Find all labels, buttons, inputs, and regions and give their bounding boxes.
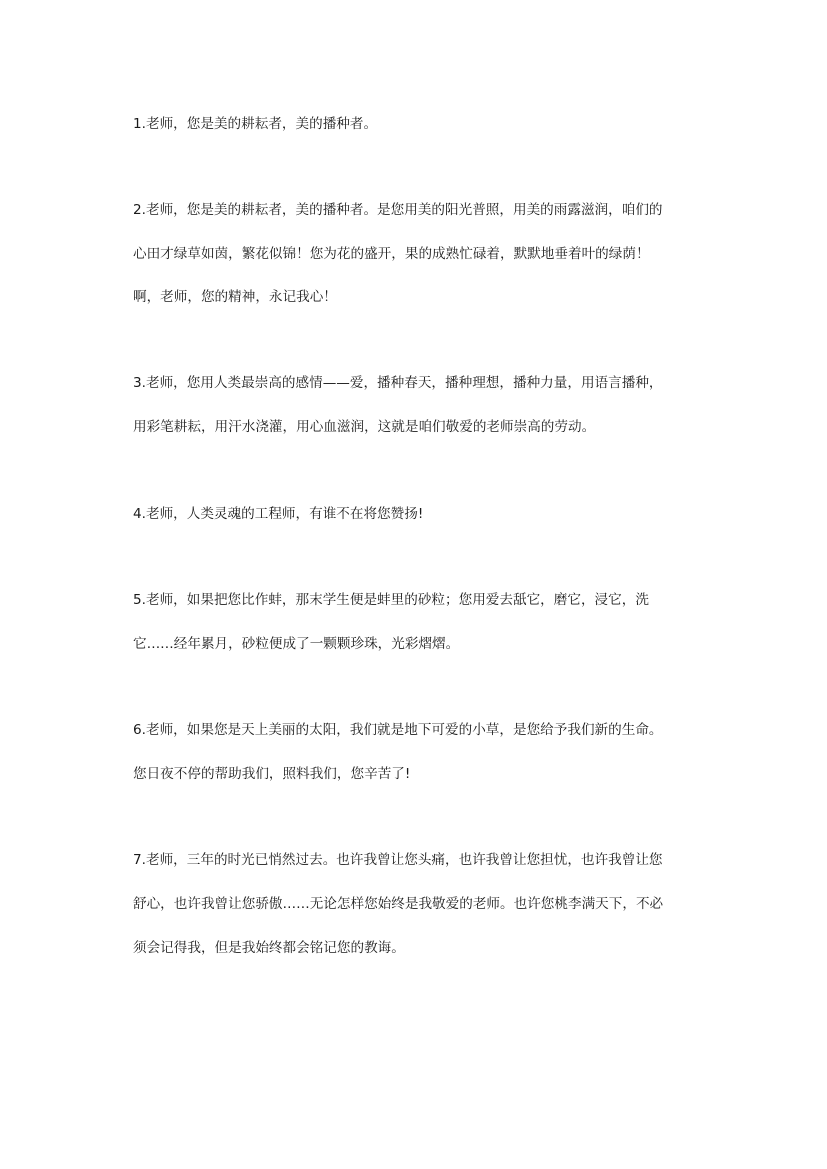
paragraph-5-line-1: 5.老师，如果把您比作蚌，那末学生便是蚌里的砂粒；您用爱去舐它，磨它，浸它，洗	[133, 592, 649, 608]
paragraph-6-line-2: 您日夜不停的帮助我们，照料我们，您辛苦了!	[133, 766, 411, 782]
paragraph-2-line-3: 啊，老师，您的精神，永记我心！	[133, 289, 337, 305]
paragraph-7-line-2: 舒心，也许我曾让您骄傲……无论怎样您始终是我敬爱的老师。也许您桃李满天下，不必	[133, 896, 664, 912]
paragraph-2-line-1: 2.老师，您是美的耕耘者，美的播种者。是您用美的阳光普照，用美的雨露滋润，咱们的	[133, 202, 663, 218]
paragraph-2-line-2: 心田才绿草如茵，繁花似锦！您为花的盛开，果的成熟忙碌着，默默地垂着叶的绿荫！	[133, 246, 650, 262]
paragraph-3-line-2: 用彩笔耕耘，用汗水浇灌，用心血滋润，这就是咱们敬爱的老师崇高的劳动。	[133, 419, 596, 435]
paragraph-7-line-1: 7.老师，三年的时光已悄然过去。也许我曾让您头痛，也许我曾让您担忧，也许我曾让您	[133, 852, 663, 868]
paragraph-3-line-1: 3.老师，您用人类最崇高的感情——爱，播种春天，播种理想，播种力量，用语言播种，	[133, 375, 663, 391]
paragraph-6-line-1: 6.老师，如果您是天上美丽的太阳，我们就是地下可爱的小草，是您给予我们新的生命。	[133, 722, 663, 738]
paragraph-7-line-3: 须会记得我，但是我始终都会铭记您的教诲。	[133, 940, 405, 956]
paragraph-4-line-1: 4.老师，人类灵魂的工程师，有谁不在将您赞扬!	[133, 506, 424, 522]
paragraph-1-line-1: 1.老师，您是美的耕耘者，美的播种者。	[133, 116, 378, 132]
paragraph-5-line-2: 它……经年累月，砂粒便成了一颗颗珍珠，光彩熠熠。	[133, 636, 460, 652]
